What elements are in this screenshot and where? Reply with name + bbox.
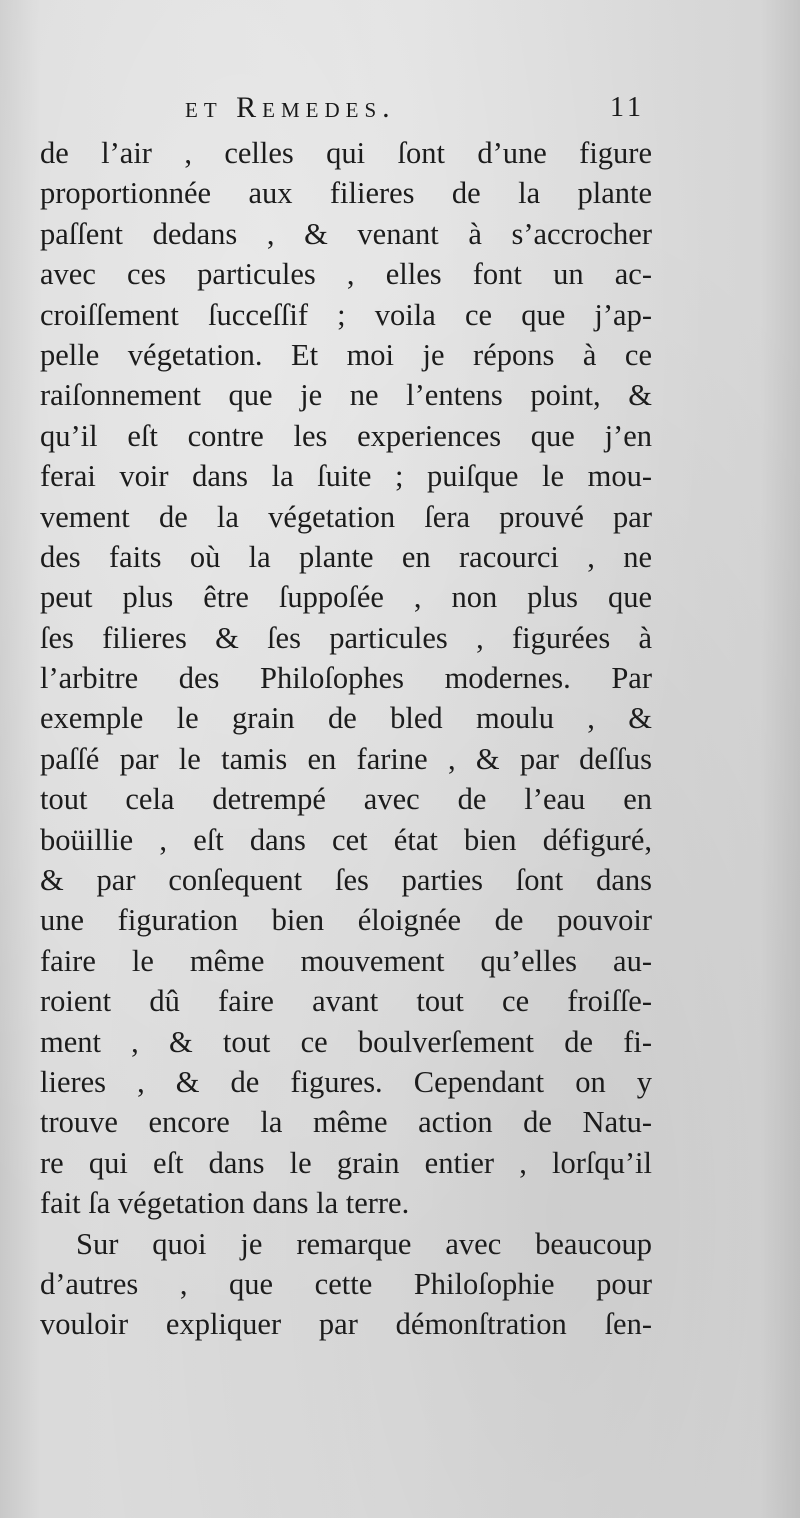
text-line: faire le même mouvement qu’elles au- bbox=[40, 943, 652, 978]
body-text bbox=[40, 133, 652, 1345]
paragraph-start-line: Sur quoi je remarque avec beaucoup bbox=[76, 1226, 652, 1261]
text-line: vouloir expliquer par démonſtration ſen- bbox=[40, 1307, 652, 1342]
text-line: tout cela detrempé avec de l’eau en bbox=[40, 782, 652, 817]
text-line: croiſſement ſucceſſif ; voila ce que j’ap- bbox=[40, 297, 652, 332]
text-line: avec ces particules , elles font un ac- bbox=[40, 257, 652, 292]
text-line: lieres , & de figures. Cependant on y bbox=[40, 1064, 652, 1099]
text-line: ſes filieres & ſes particules , figurées à bbox=[40, 620, 652, 655]
page-header bbox=[185, 88, 645, 128]
text-line: qu’il eſt contre les experiences que j’en bbox=[40, 418, 652, 453]
text-line: raiſonnement que je ne l’entens point, & bbox=[40, 378, 652, 413]
text-line: vement de la végetation ſera prouvé par bbox=[40, 499, 652, 534]
text-line: re qui eſt dans le grain entier , lorſqu’il bbox=[40, 1145, 652, 1180]
running-head: et Remedes. bbox=[185, 91, 396, 124]
page-number: 11 bbox=[610, 92, 645, 123]
text-line: ferai voir dans la ſuite ; puiſque le mou- bbox=[40, 459, 652, 494]
text-line: l’arbitre des Philoſophes modernes. Par bbox=[40, 661, 652, 696]
text-line: de l’air , celles qui ſont d’une figure bbox=[40, 136, 652, 170]
text-line: exemple le grain de bled moulu , & bbox=[40, 701, 652, 736]
text-line: trouve encore la même action de Natu- bbox=[40, 1105, 652, 1140]
text-line: peut plus être ſuppoſée , non plus que bbox=[40, 580, 652, 615]
text-line: une figuration bien éloignée de pouvoir bbox=[40, 903, 652, 938]
text-line: fait ſa végetation dans la terre. bbox=[40, 1186, 410, 1221]
text-line: pelle végetation. Et moi je répons à ce bbox=[40, 337, 652, 372]
text-line: & par conſequent ſes parties ſont dans bbox=[40, 863, 652, 898]
text-line: paſſent dedans , & venant à s’accrocher bbox=[40, 216, 652, 251]
text-line: paſſé par le tamis en farine , & par deſſus bbox=[40, 741, 652, 776]
text-line: d’autres , que cette Philoſophie pour bbox=[40, 1266, 652, 1301]
text-line: boüillie , eſt dans cet état bien défiguré, bbox=[40, 822, 652, 857]
text-line: des faits où la plante en racourci , ne bbox=[40, 539, 652, 574]
text-line: proportionnée aux filieres de la plante bbox=[40, 176, 652, 211]
text-line: roient dû faire avant tout ce froiſſe- bbox=[40, 984, 652, 1019]
text-line: ment , & tout ce boulverſement de fi- bbox=[40, 1024, 652, 1059]
